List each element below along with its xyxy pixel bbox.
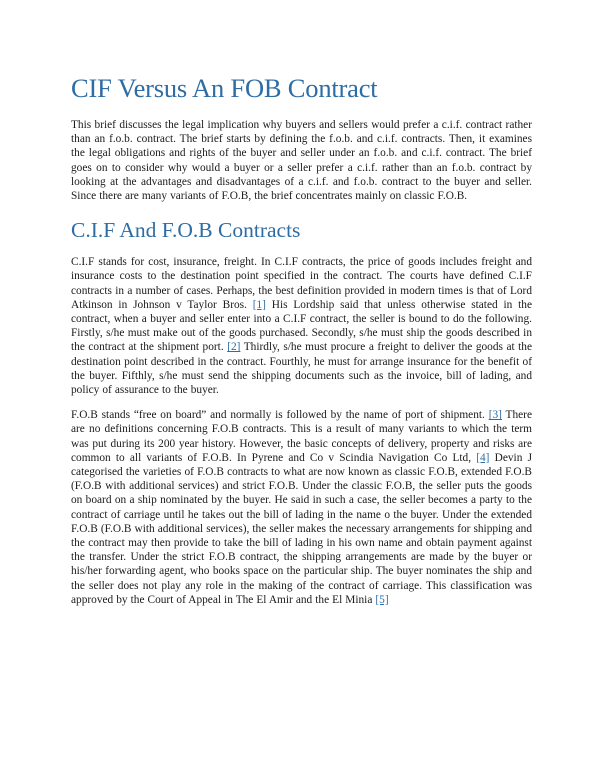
paragraph-text: Devin J categorised the varieties of F.O.B contracts to what are now known as classic F.O.B, extended F.O.B (F.O.B with additional services) and strict F.O.B. Under the classic F.O.B, the seller puts the goods on board on a ship nominated by the buyer. He said in such a case, the seller becomes a party to the contract of carriage until he takes out the bill of lading in the name o the buyer. Under the extended F.O.B (F.O.B with additional services), the seller makes the necessary arrangements for shipping and the contract may then provide to take the bill of lading in his own name and obtain payment against the transfer. Under the strict F.O.B contract, the shipping arrangements are made by the buyer or his/her forwarding agent, who books space on the particular ship. The buyer nominates the ship and the seller does not play any role in the making of the contract of carriage. This classification was approved by the Court of Appeal in The El Amir and the El Minia xyxy=(71,451,532,606)
footnote-link-2[interactable]: [2] xyxy=(227,341,241,354)
section-heading: C.I.F And F.O.B Contracts xyxy=(71,218,301,243)
paragraph-text: Thirdly, s/he must procure a freight to deliver the goods at the destination point described in the contract. Fourthly, he must for arrange insurance for the benefit of the buyer. Fifthly, s/he must send the shipping documents such as the invoice, bill of lading, and policy of assurance to the buyer. xyxy=(71,341,532,397)
paragraph-text: F.O.B stands “free on board” and normally is followed by the name of port of shipment. xyxy=(71,409,489,422)
footnote-link-1[interactable]: [1] xyxy=(252,298,266,311)
cif-definition-paragraph xyxy=(71,255,532,397)
footnote-link-4[interactable]: [4] xyxy=(476,451,490,464)
paragraph-text: There are no definitions concerning F.O.B contracts. This is a result of many variants to which the term was put during its 200 year history. However, the basic concepts of delivery, property and risks are common to all variants of F.O.B. In Pyrene and Co v Scindia Navigation Co Ltd, xyxy=(71,409,532,464)
paragraph-text: His Lordship said that unless otherwise stated in the contract, when a buyer and seller enter into a C.I.F contract, the seller is bound to do the following. Firstly, s/he must make out of the goods purchased. Secondly, s/he must ship the goods described in the contract at the shipment port. xyxy=(71,298,532,354)
paragraph-text: C.I.F stands for cost, insurance, freight. In C.I.F contracts, the price of goods includes freight and insurance costs to the destination point specified in the contract. The courts have defined C.I.F contracts in a number of cases. Perhaps, the best definition provided in modern times is that of Lord Atkinson in Johnson v Taylor Bros. xyxy=(71,256,532,311)
footnote-link-5[interactable]: [5] xyxy=(375,593,389,606)
page-title: CIF Versus An FOB Contract xyxy=(71,73,378,103)
fob-definition-paragraph xyxy=(71,408,532,607)
intro-paragraph: This brief discusses the legal implication why buyers and sellers would prefer a c.i.f. contract rather than an f.o.b. contract. The brief starts by defining the f.o.b. and c.i.f. contracts. Then, it examines the legal obligations and rights of the buyer and seller under an f.o.b. and c.i.f. contract. The brief goes on to consider why would a buyer or a seller prefer a c.i.f. rather than an f.o.b. contract by looking at the advantages and disadvantages of a c.i.f. and f.o.b. contract to the buyer and seller. Since there are many variants of F.O.B, the brief concentrates mainly on classic F.O.B. xyxy=(71,119,532,203)
footnote-link-3[interactable]: [3] xyxy=(488,409,502,422)
